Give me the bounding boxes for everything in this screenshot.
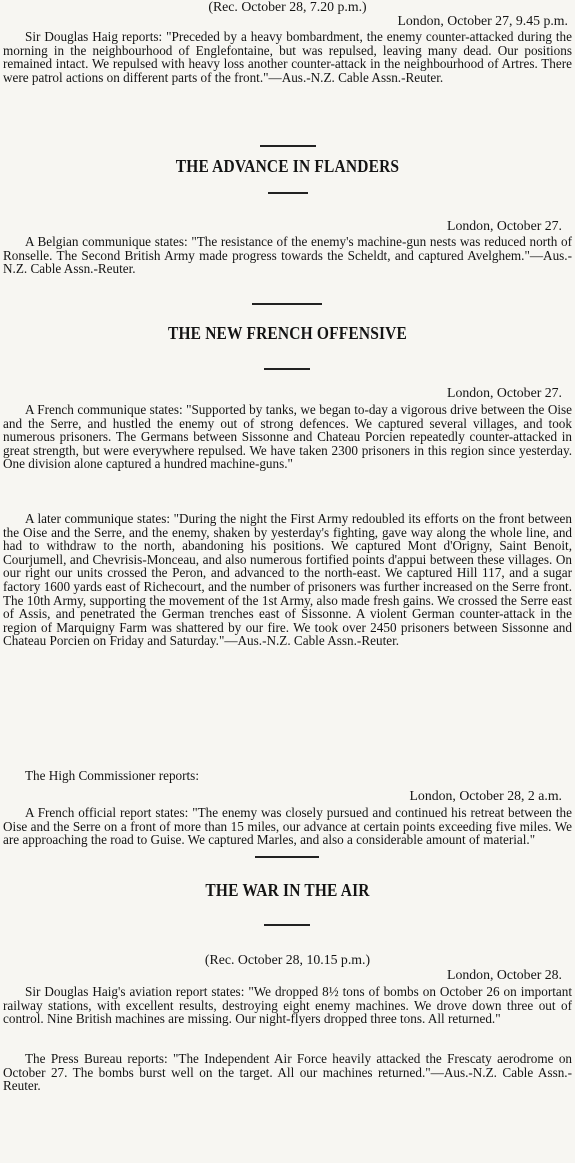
dateline: London, October 28, 2 a.m.: [409, 788, 562, 803]
article-paragraph: A later communique states: "During the night the First Army redoubled its efforts on the front between the Oise and the Serre, and the enemy, shaken by yesterday's fighting, gave way along the whole line, and had to withdraw to the north, abandoning his positions. We captured Mont d'Origny, Saint Benoit, Courjumell, and Chevrisis-Monceau, and also numerous fortified points d'appui between these villages. On our right our units crossed the Peron, and advanced to the north-east. We captured Hill 117, and a sugar factory 1600 yards east of Richecourt, and the number of prisoners was further increased on the Serre front. The 10th Army, supporting the movement of the 1st Army, also made fresh gains. We crossed the Serre east of Assis, and penetrated the German trenches east of Sissonne. A violent German counter-attack in the region of Marquigny Farm was shattered by our fire. We took over 2450 prisoners between Sissonne and Chateau Porcien on Friday and Saturday."—Aus.-N.Z. Cable Assn.-Reuter.: [3, 511, 572, 649]
heading-underline: [268, 192, 308, 194]
commissioner-line: The High Commissioner reports:: [25, 768, 199, 783]
section-heading-flanders: THE ADVANCE IN FLANDERS: [175, 156, 400, 176]
article-paragraph: A Belgian communique states: "The resistance of the enemy's machine-gun nests was reduced north of Ronselle. The Second British Army made progress towards the Scheldt, and captured Avelghem."—Aus.-N.Z. Cable Assn.-Reuter.: [3, 234, 572, 277]
section-heading-air: THE WAR IN THE AIR: [205, 880, 370, 900]
received-note: (Rec. October 28, 10.15 p.m.): [204, 952, 371, 967]
dateline: London, October 27.: [447, 385, 562, 400]
dateline: London, October 27, 9.45 p.m.: [397, 13, 568, 28]
dateline: London, October 28.: [447, 967, 562, 982]
section-divider: [252, 303, 322, 305]
section-divider: [260, 145, 316, 147]
section-heading-french: THE NEW FRENCH OFFENSIVE: [167, 323, 408, 343]
received-note: (Rec. October 28, 7.20 p.m.): [208, 0, 367, 14]
heading-underline: [264, 924, 310, 926]
article-paragraph: Sir Douglas Haig's aviation report states: "We dropped 8½ tons of bombs on October 26 on important railway stations, with excellent results, destroying eight enemy machines. We drove down three out of control. Nine British machines are missing. Our night-flyers dropped three tons. All returned.": [3, 984, 572, 1027]
article-paragraph: A French official report states: "The enemy was closely pursued and continued his retreat between the Oise and the Serre on a front of more than 15 miles, our advance at certain points exceeding five miles. We are approaching the road to Guise. We captured Marles, and also a considerable amount of material.": [3, 805, 572, 848]
article-paragraph: A French communique states: "Supported by tanks, we began to-day a vigorous drive between the Oise and the Serre, and hustled the enemy out of strong defences. We captured several villages, and took numerous prisoners. The Germans between Sissonne and Chateau Porcien repeatedly counter-attacked in great strength, but were everywhere repulsed. We have taken 2300 prisoners in this region since yesterday. One division alone captured a hundred machine-guns.": [3, 402, 572, 472]
article-paragraph: The Press Bureau reports: "The Independent Air Force heavily attacked the Frescaty aerodrome on October 27. The bombs burst well on the target. All our machines returned."—Aus.-N.Z. Cable Assn.-Reuter.: [3, 1051, 572, 1094]
article-paragraph: Sir Douglas Haig reports: "Preceded by a heavy bombardment, the enemy counter-attacked during the morning in the neighbourhood of Englefontaine, but was repulsed, leaving many dead. Our positions remained intact. We repulsed with heavy loss another counter-attack in the neighbourhood of Artres. There were patrol actions on different parts of the front."—Aus.-N.Z. Cable Assn.-Reuter.: [3, 29, 572, 85]
dateline: London, October 27.: [447, 218, 562, 233]
heading-underline: [264, 368, 310, 370]
section-divider: [255, 856, 319, 858]
